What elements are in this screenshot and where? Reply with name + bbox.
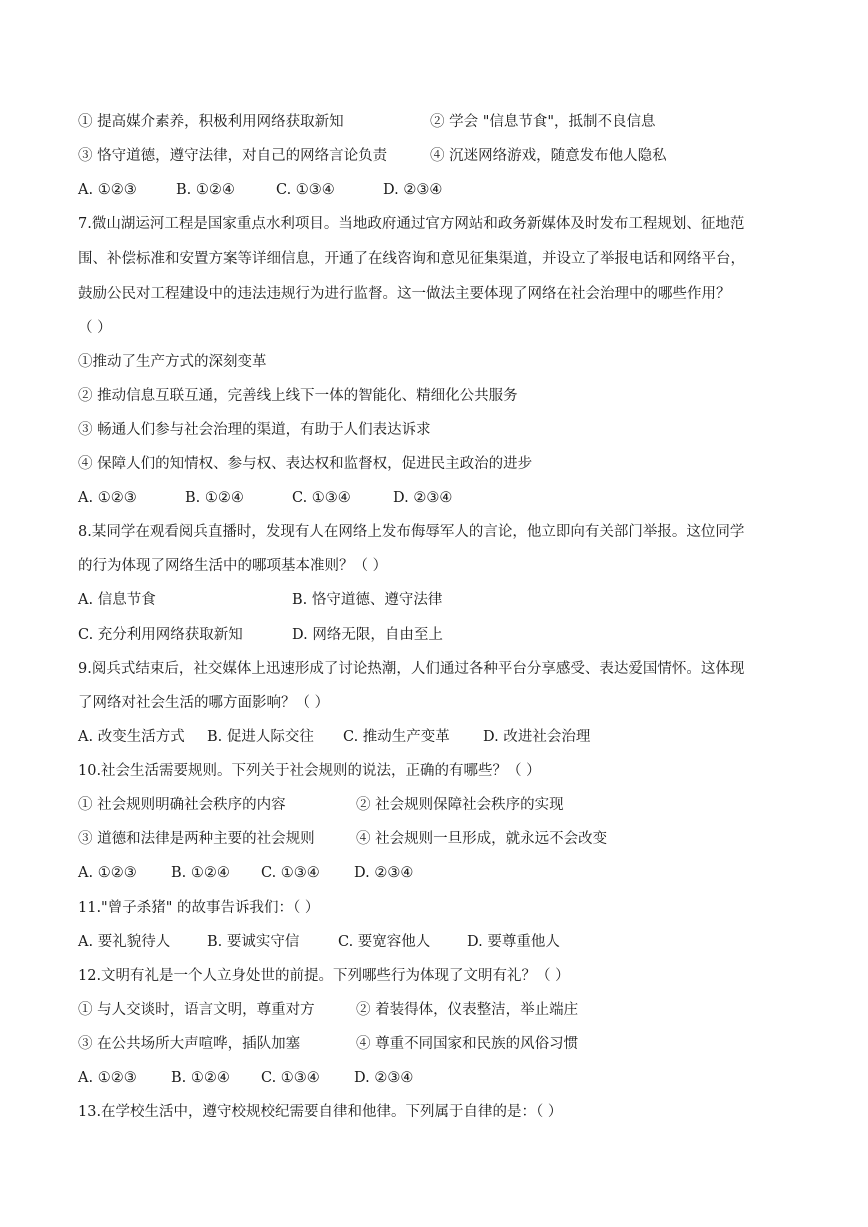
q12-option-1: ① 与人交谈时，语言文明，尊重对方 [78,1002,315,1018]
q7-answer-blank: （ ） [78,320,112,336]
q8-choice-c: C. 充分利用网络获取新知 [78,627,243,643]
q9-choice-b: B. 促进人际交往 [207,729,314,745]
q12-choice-d: D. ②③④ [354,1070,414,1086]
q6-option-4: ④ 沉迷网络游戏，随意发布他人隐私 [430,148,667,164]
q10-choice-b: B. ①②④ [171,865,230,881]
q8-choice-b: B. 恪守道德、遵守法律 [292,592,443,608]
q10-option-4: ④ 社会规则一旦形成，就永远不会改变 [356,831,608,847]
q8-stem-line-1: 8.某同学在观看阅兵直播时，发现有人在网络上发布侮辱军人的言论，他立即向有关部门举报。这位同学 [78,524,745,540]
q12-choice-c: C. ①③④ [261,1070,320,1086]
q12-option-2: ② 着装得体，仪表整洁，举止端庄 [356,1002,579,1018]
q11-choice-c: C. 要宽容他人 [338,934,431,950]
q12-option-3: ③ 在公共场所大声喧哗，插队加塞 [78,1036,301,1052]
q9-stem-line-2: 了网络对社会生活的哪方面影响？（ ） [78,695,330,711]
q6-choice-a: A. ①②③ [78,182,137,198]
q8-stem-line-2: 的行为体现了网络生活中的哪项基本准则？（ ） [78,558,388,574]
q9-choice-c: C. 推动生产变革 [343,729,450,745]
q7-stem-line-2: 围、补偿标准和安置方案等详细信息，开通了在线咨询和意见征集渠道，并设立了举报电话和网络平台， [78,251,745,267]
q11-choice-a: A. 要礼貌待人 [78,934,171,950]
q10-choice-c: C. ①③④ [261,865,320,881]
q11-choice-b: B. 要诚实守信 [207,934,300,950]
q7-option-2: ② 推动信息互联互通，完善线上线下一体的智能化、精细化公共服务 [78,388,518,404]
q6-choice-b: B. ①②④ [176,182,235,198]
q10-choice-a: A. ①②③ [78,865,137,881]
q11-stem: 11."曾子杀猪" 的故事告诉我们：（ ） [78,900,320,916]
q12-option-4: ④ 尊重不同国家和民族的风俗习惯 [356,1036,579,1052]
q6-choice-d: D. ②③④ [383,182,443,198]
q6-choice-c: C. ①③④ [276,182,335,198]
q10-option-1: ① 社会规则明确社会秩序的内容 [78,797,286,813]
q10-stem: 10.社会生活需要规则。下列关于社会规则的说法，正确的有哪些？（ ） [78,763,541,779]
q12-choice-b: B. ①②④ [171,1070,230,1086]
q6-option-2: ② 学会 "信息节食"，抵制不良信息 [430,114,656,130]
q6-option-1: ① 提高媒介素养，积极利用网络获取新知 [78,114,344,130]
q10-option-2: ② 社会规则保障社会秩序的实现 [356,797,564,813]
q7-choice-a: A. ①②③ [78,490,137,506]
q8-choice-a: A. 信息节食 [78,592,156,608]
q10-option-3: ③ 道德和法律是两种主要的社会规则 [78,831,315,847]
q7-stem-line-1: 7.微山湖运河工程是国家重点水利项目。当地政府通过官方网站和政务新媒体及时发布工程规划、征地范 [78,216,745,232]
q7-choice-c: C. ①③④ [292,490,351,506]
q7-option-4: ④ 保障人们的知情权、参与权、表达权和监督权，促进民主政治的进步 [78,456,533,472]
q7-choice-d: D. ②③④ [393,490,453,506]
q9-choice-a: A. 改变生活方式 [78,729,185,745]
q12-choice-a: A. ①②③ [78,1070,137,1086]
q9-choice-d: D. 改进社会治理 [483,729,591,745]
q12-stem: 12.文明有礼是一个人立身处世的前提。下列哪些行为体现了文明有礼？（ ） [78,968,570,984]
q9-stem-line-1: 9.阅兵式结束后，社交媒体上迅速形成了讨论热潮，人们通过各种平台分享感受、表达爱国情怀。这体现 [78,661,745,677]
q13-stem: 13.在学校生活中，遵守校规校纪需要自律和他律。下列属于自律的是：（ ） [78,1104,563,1120]
q7-choice-b: B. ①②④ [185,490,244,506]
q6-option-3: ③ 恪守道德，遵守法律，对自己的网络言论负责 [78,148,388,164]
q10-choice-d: D. ②③④ [354,865,414,881]
q11-choice-d: D. 要尊重他人 [467,934,560,950]
q7-option-1: ①推动了生产方式的深刻变革 [78,354,267,370]
q7-stem-line-3: 鼓励公民对工程建设中的违法违规行为进行监督。这一做法主要体现了网络在社会治理中的哪些作用？ [78,286,731,302]
q8-choice-d: D. 网络无限，自由至上 [292,627,443,643]
q7-option-3: ③ 畅通人们参与社会治理的渠道，有助于人们表达诉求 [78,422,431,438]
